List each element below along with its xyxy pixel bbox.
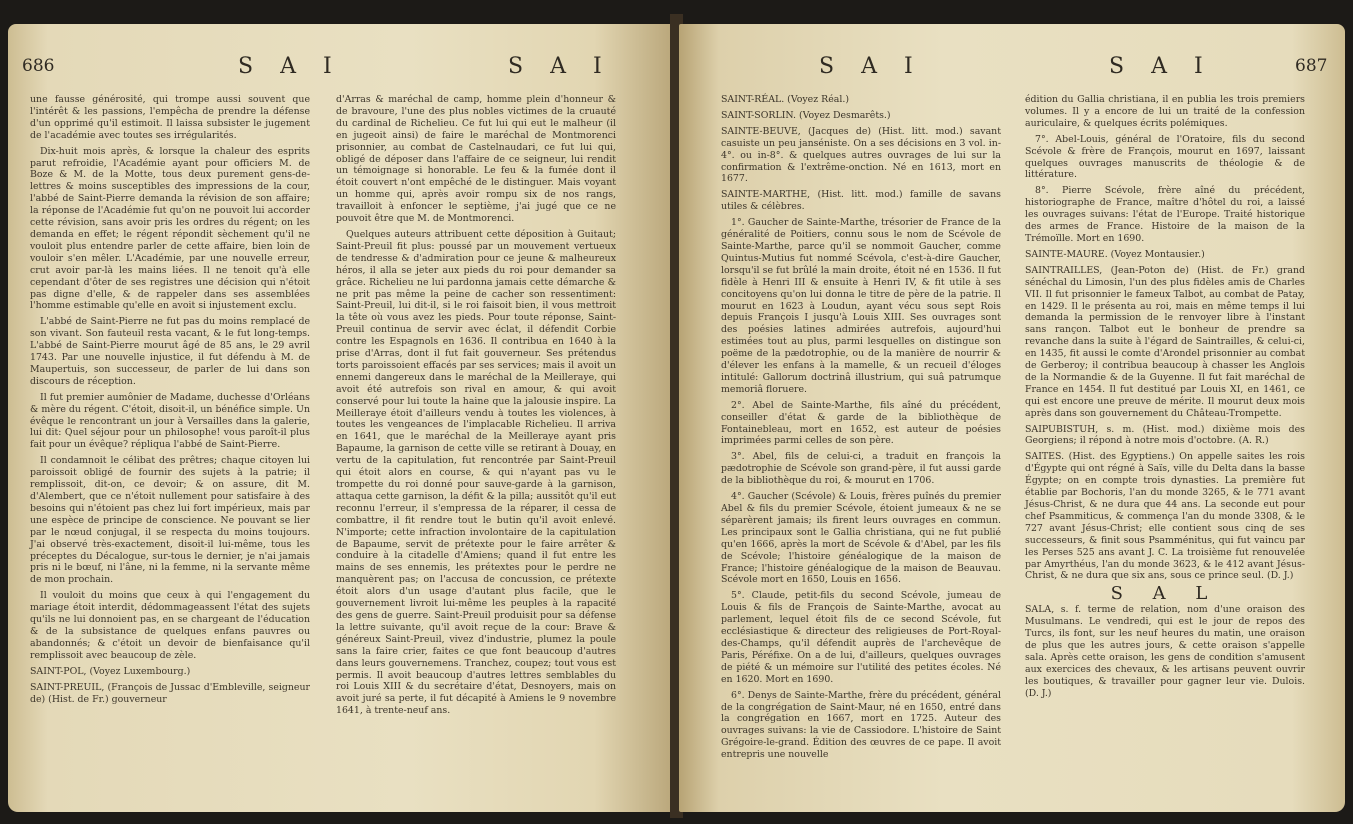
text-column [721,94,1001,765]
page-number: 687 [1295,56,1328,76]
running-head: S A I [819,54,923,79]
page-number: 686 [22,56,55,76]
paragraph: d'Arras & maréchal de camp, homme plein d'honneur & de bravoure, l'une des plus nobles victimes de la cruauté du cardinal de Richelieu. Ce fut lui qui eut le malheur (il en jugeoit ainsi) de faire le maréchal de Montmorenci prisonnier, au combat de Castelnaudari, ce fut lui qui, obligé de déposer dans l'affaire de ce seigneur, lui rendit un témoignage si honorable. Le feu & la fumée dont il étoit couvert n'ont empêché de le distinguer. Mais voyant un homme qui, après avoir rompu six de nos rangs, travailloit à enfoncer le septième, j'ai jugé que ce ne pouvoit être que M. de Montmorenci. [336,94,616,225]
left-page [8,24,674,812]
text-column [30,94,310,709]
paragraph: 8°. Pierre Scévole, frère aîné du précédent, historiographe de France, maître d'hôtel du roi, a laissé les ouvrages suivans: l'état de l'Europe. Traité historique des armes de France. Histoire de la maison de la Trémoïlle. Mort en 1690. [1025,185,1305,244]
paragraph: SAITES. (Hist. des Egyptiens.) On appelle saites les rois d'Égypte qui ont régné à Saïs, ville du Delta dans la basse Égypte; on en compte trois dynasties. La première fut établie par Bochoris, l'an du monde 3265, & le 771 avant Jésus-Christ, & ne dura que 44 ans. La seconde eut pour chef Psammiticus, & commença l'an du monde 3308, & le 727 avant Jésus-Christ; elle contient sous cinq de ses successeurs, & finit sous Psamménitus, qui fut vaincu par les Perses 525 ans avant J. C. La troisième fut renouvelée par Amyrthéus, l'an du monde 3623, & le 412 avant Jésus-Christ, & ne dura que six ans, sous ce prince seul. (D. J.) [1025,451,1305,582]
running-head: S A I [1109,54,1213,79]
running-head: S A I [508,54,612,79]
right-page [679,24,1345,812]
paragraph: Il vouloit du moins que ceux à qui l'engagement du mariage étoit interdit, dédommageassent l'état des sujets qu'ils ne lui donnoient pas, en se chargeant de l'éducation & de la subsistance de quelques enfans pauvres ou abandonnés; & c'étoit un devoir de bienfaisance qu'il remplissoit avec beaucoup de zèle. [30,590,310,661]
entry-heading: SAINT-POL, (Voyez Luxembourg.) [30,665,191,677]
entry-heading: SAINT-PREUIL, (François de Jussac d'Embleville, seigneur de) (Hist. de Fr.) gouverneur [30,681,310,705]
paragraph: Dix-huit mois après, & lorsque la chaleur des esprits parut refroidie, l'Académie ayant pour officiers M. de Boze & M. de la Motte, tous deux purement gens-de-lettres & moins susceptibles des impressions de la cour, l'abbé de Saint-Pierre demanda la révision de son affaire; la réponse de l'Académie fut qu'on ne pouvoit lui accorder cette révision, sans avoir pris les ordres du régent; on les demanda en effet; le régent répondit sèchement qu'il ne vouloit plus entendre parler de cette affaire, bien loin de vouloir s'en mêler. L'Académie, par une nouvelle erreur, crut avoir par-là les mains liées. Il ne tenoit qu'à elle cependant d'ôter de ses registres une décision qui n'étoit pas digne d'elle, & de rappeler dans ses assemblées l'homme estimable qu'elle en avoit si injustement exclu. [30,145,310,312]
paragraph: SAINTE-MARTHE, (Hist. litt. mod.) famille de savans utiles & célèbres. [721,189,1001,213]
paragraph: Il condamnoit le célibat des prêtres; chaque citoyen lui paroissoit obligé de fournir des sujets à la patrie; il remplissoit, dit-on, ce devoir; & on assure, dit M. d'Alembert, que ce n'étoit nullement pour satisfaire à des besoins qui n'étoient pas chez lui fort impérieux, mais par une espèce de principe de conscience. Ne pouvant se lier par le nœud conjugal, il se respecta du moins toujours. J'ai observé très-exactement, disoit-il lui-même, tous les préceptes du Décalogue, sur-tous le dernier, je n'ai jamais pris ni le bœuf, ni l'âne, ni la femme, ni la servante même de mon prochain. [30,455,310,586]
entry-heading: SAINTE-MAURE. (Voyez Montausier.) [1025,248,1205,260]
paragraph: SAIPUBISTUH, s. m. (Hist. mod.) dixième mois des Georgiens; il répond à notre mois d'octobre. (A. R.) [1025,423,1305,447]
paragraph: 1°. Gaucher de Sainte-Marthe, trésorier de France de la généralité de Poitiers, connu sous le nom de Scévole de Sainte-Marthe, parce qu'il se nommoit Gaucher, comme Quintus-Mutius fut nommé Scévola, c'est-à-dire Gaucher, lorsqu'il se fut brûlé la main droite, étoit né en 1536. Il fut fidèle à Henri III & ensuite à Henri IV, & fit utile à ses concitoyens qu'on lui donna le titre de père de la patrie. Il mourut en 1623 à Loudun, ayant vécu sous sept Rois depuis François I jusqu'à Louis XIII. Ses ouvrages sont des poésies latines admirées autrefois, aujourd'hui estimées tout au plus, parmi lesquelles on distingue son poëme de la pædotrophie, ou de la manière de nourrir & d'élever les enfans à la mamelle, & un recueil d'éloges intitulé: Gallorum doctrinâ illustrium, qui suâ patrumque memoriâ floruere. [721,217,1001,395]
text-column [336,94,616,721]
paragraph: SAINTRAILLES, (Jean-Poton de) (Hist. de Fr.) grand sénéchal du Limosin, l'un des plus fidèles amis de Charles VII. Il fut prisonnier le fameux Talbot, au combat de Patay, en 1429. Il le présenta au roi, mais en même temps il lui demanda la permission de le renvoyer libre à l'instant sans rançon. Talbot eut le bonheur de prendre sa revanche dans la suite à l'égard de Saintrailles, & celui-ci, en 1435, fit aussi le comte d'Arondel prisonnier au combat de Gerberoy; il contribua beaucoup à chasser les Anglois de la Normandie & de la Guyenne. Il fut fait maréchal de France en 1454. Il fut destitué par Louis XI, en 1461, ce qui est encore une preuve de mérite. Il mourut deux mois après dans son gouvernement du Château-Trompette. [1025,264,1305,419]
paragraph: 5°. Claude, petit-fils du second Scévole, jumeau de Louis & fils de François de Sainte-Marthe, avocat au parlement, lequel étoit fils de ce second Scévole, fut ecclésiastique & directeur des religieuses de Port-Royal-des-Champs, qu'il défendit auprès de l'archevêque de Paris, Péréfixe. On a de lui, d'ailleurs, quelques ouvrages de piété & un mémoire sur l'utilité des petites écoles. Né en 1620. Mort en 1690. [721,590,1001,685]
paragraph: 2°. Abel de Sainte-Marthe, fils aîné du précédent, conseiller d'état & garde de la bibliothèque de Fontainebleau, mort en 1652, est auteur de poésies imprimées parmi celles de son père. [721,399,1001,447]
entry-heading: SAINT-RÉAL. (Voyez Réal.) [721,94,849,105]
paragraph: Il fut premier aumônier de Madame, duchesse d'Orléans & mère du régent. C'étoit, disoit-il, un bénéfice simple. Un évêque le rencontrant un jour à Versailles dans la galerie, lui dit: Quel séjour pour un philosophe! vous paroît-il plus fait pour un évêque? répliqua l'abbé de Saint-Pierre. [30,391,310,451]
paragraph: 3°. Abel, fils de celui-ci, a traduit en françois la pædotrophie de Scévole son grand-père, il fut aussi garde de la bibliothèque du roi, & mourut en 1706. [721,451,1001,487]
paragraph: SAINTE-BEUVE, (Jacques de) (Hist. litt. mod.) savant casuiste un peu janséniste. On a ses décisions en 3 vol. in-4°. ou in-8°. & quelques autres ouvrages de lui sur la confirmation & l'extrême-onction. Né en 1613, mort en 1677. [721,125,1001,185]
running-head: S A I [238,54,342,79]
open-book [8,6,1345,818]
paragraph: 4°. Gaucher (Scévole) & Louis, frères puînés du premier Abel & fils du premier Scévole, étoient jumeaux & ne se séparèrent jamais; ils firent leurs ouvrages en commun. Les principaux sont le Gallia christiana, qui ne fut publié qu'en 1666, après la mort de Scévole & d'Abel, par les fils de Scévole; l'histoire généalogique de la maison de France; l'histoire généalogique de la maison de Beauvau. Scévole mort en 1650, Louis en 1656. [721,491,1001,586]
paragraph: une fausse générosité, qui trompe aussi souvent que l'intérêt & les passions, l'empêcha de prendre la défense d'un opprimé qu'il estimoit. Il laissa subsister le jugement de l'académie avec toutes ses irrégularités. [30,94,310,141]
paragraph: édition du Gallia christiana, il en publia les trois premiers volumes. Il y a encore de lui un traité de la confession auriculaire, & quelques écrits polémiques. [1025,94,1305,129]
paragraph: Quelques auteurs attribuent cette déposition à Guitaut; Saint-Preuil fit plus: poussé par un mouvement vertueux de tendresse & d'admiration pour ce jeune & malheureux héros, il alla se jeter aux pieds du roi pour demander sa grâce. Richelieu ne lui pardonna jamais cette démarche & ne prit pas même la peine de cacher son ressentiment: Saint-Preuil, lui dit-il, si le roi faisoit bien, il vous mettroit la tête où vous avez les pieds. Pour toute réponse, Saint-Preuil continua de servir avec éclat, il défendit Corbie contre les Espagnols en 1636. Il contribua en 1640 à la prise d'Arras, dont il fut fait gouverneur. Ses prétendus torts paroissoient effacés par ses services; mais il avoit un ennemi dangereux dans le maréchal de la Meilleraye, qui avoit été autrefois son rival en amour, & qui avoit conservé pour lui toute la haine que la jalousie inspire. La Meilleraye étoit d'ailleurs vendu à toutes les violences, à toutes les vengeances de l'implacable Richelieu. Il arriva en 1641, que le maréchal de la Meilleraye ayant pris Bapaume, la garnison de cette ville se retirant à Douay, en vertu de la capitulation, fut rencontrée par Saint-Preuil qui étoit alors en course, & qui n'ayant pas vu le trompette du roi donné pour sauve-garde à la garnison, attaqua cette garnison, la défit & la pilla; aussitôt qu'il eut reconnu l'erreur, il s'empressa de la réparer, il cessa de combattre, il fit rendre tout le butin qu'il avoit enlevé. N'importe; cette infraction involontaire de la capitulation de Bapaume, servit de prétexte pour le faire arrêter & conduire à la citadelle d'Amiens; quand il fut entre les mains de ses ennemis, les prétextes pour le perdre ne manquèrent pas; on l'accusa de concussion, ce prétexte étoit alors d'un usage d'autant plus facile, que le gouvernement livroit lui-même les peuples à la rapacité des gens de guerre. Saint-Preuil produisit pour sa défense la lettre suivante, qu'il avoit reçue de la cour: Brave & généreux Saint-Preuil, vivez d'industrie, plumez la poule sans la faire crier, faites ce que font beaucoup d'autres dans leurs gouvernemens. Tranchez, coupez; tout vous est permis. Il avoit beaucoup d'autres lettres semblables du roi Louis XIII & du secrétaire d'état, Desnoyers, mais on avoit juré sa perte, il fut décapité à Amiens le 9 novembre 1641, à trente-neuf ans. [336,228,616,717]
paragraph: SALA, s. f. terme de relation, nom d'une oraison des Musulmans. Le vendredi, qui est le jour de repos des Turcs, ils font, sur les neuf heures du matin, une oraison de plus que les autres jours, & cette oraison s'appelle sala. Après cette oraison, les gens de condition s'amusent aux exercices des chevaux, & les artisans peuvent ouvrir les boutiques, & travailler pour gagner leur vie. Dulois. (D. J.) [1025,604,1305,699]
paragraph: L'abbé de Saint-Pierre ne fut pas du moins remplacé de son vivant. Son fauteuil resta vacant, & le fut long-temps. L'abbé de Saint-Pierre mourut âgé de 85 ans, le 29 avril 1743. Par une nouvelle injustice, il fut défendu à M. de Maupertuis, son successeur, de parler de lui dans son discours de réception. [30,316,310,387]
text-column [1025,94,1305,704]
paragraph: 6°. Denys de Sainte-Marthe, frère du précédent, général de la congrégation de Saint-Maur, né en 1650, entré dans la congrégation en 1667, mort en 1725. Auteur des ouvrages suivans: la vie de Cassiodore. L'histoire de Saint Grégoire-le-grand. Édition des œuvres de ce pape. Il avoit entrepris une nouvelle [721,689,1001,761]
paragraph: 7°. Abel-Louis, général de l'Oratoire, fils du second Scévole & frère de François, mourut en 1697, laissant quelques ouvrages manuscrits de théologie & de littérature. [1025,133,1305,181]
entry-heading: SAINT-SORLIN. (Voyez Desmarêts.) [721,109,891,121]
section-heading: S A L [1110,583,1220,605]
